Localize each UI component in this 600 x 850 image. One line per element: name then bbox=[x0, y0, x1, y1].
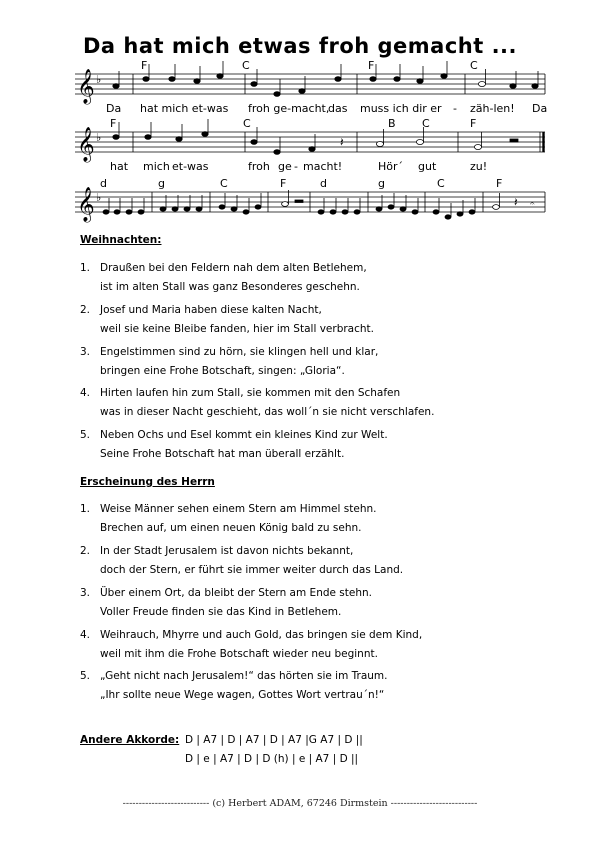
lyric: - bbox=[453, 102, 457, 115]
chord-label: C bbox=[422, 117, 430, 130]
verse-line: „Ihr sollte neue Wege wagen, Gottes Wort vertrau´n!“ bbox=[100, 689, 385, 701]
fermata-icon: 𝄐 bbox=[530, 199, 535, 208]
lyric: gut bbox=[418, 160, 437, 173]
lyric: macht! bbox=[303, 160, 343, 173]
chord-label: F bbox=[470, 117, 477, 130]
lyric: hat bbox=[110, 160, 129, 173]
music-staff-3 bbox=[0, 176, 600, 226]
verse-number: 2. bbox=[80, 545, 91, 557]
chord-label: d bbox=[320, 177, 327, 190]
verse-line: Josef und Maria haben diese kalten Nacht, bbox=[100, 304, 322, 316]
verse-number: 5. bbox=[80, 670, 91, 682]
verse-line: Draußen bei den Feldern nah dem alten Betlehem, bbox=[100, 262, 367, 274]
rest-icon: 𝄽 bbox=[514, 195, 518, 209]
rest-icon: 𝄽 bbox=[340, 135, 344, 149]
treble-clef-icon: 𝄞 bbox=[77, 127, 95, 162]
lyric: froh ge-macht, bbox=[248, 102, 330, 115]
verse-line: bringen eine Frohe Botschaft, singen: „Gloria“. bbox=[100, 365, 345, 377]
treble-clef-icon: 𝄞 bbox=[77, 187, 95, 222]
chord-label: F bbox=[496, 177, 503, 190]
verse-line: In der Stadt Jerusalem ist davon nichts bekannt, bbox=[100, 545, 354, 557]
verse-line: ist im alten Stall was ganz Besonderes geschehn. bbox=[100, 281, 360, 293]
verse-line: weil mit ihm die Frohe Botschaft wieder neu beginnt. bbox=[100, 648, 378, 660]
chord-label: C bbox=[437, 177, 445, 190]
chord-label: g bbox=[378, 177, 385, 190]
verse-line: Über einem Ort, da bleibt der Stern am Ende stehn. bbox=[100, 587, 373, 599]
verse bbox=[80, 259, 560, 297]
verse bbox=[80, 542, 560, 580]
music-staff-1 bbox=[0, 58, 600, 118]
lyric: mich bbox=[143, 160, 170, 173]
lyric: muss ich dir er bbox=[360, 102, 442, 115]
verse-number: 2. bbox=[80, 304, 91, 316]
verse bbox=[80, 584, 560, 622]
verse-line: weil sie keine Bleibe fanden, hier im Stall verbracht. bbox=[100, 323, 374, 335]
verse-number: 4. bbox=[80, 629, 91, 641]
chord-label: F bbox=[141, 59, 148, 72]
lyric: ge bbox=[278, 160, 292, 173]
lyric: hat mich et-was bbox=[140, 102, 229, 115]
verse bbox=[80, 343, 560, 381]
verse-number: 1. bbox=[80, 503, 91, 515]
lyric: Da bbox=[532, 102, 548, 115]
chord-label: B bbox=[388, 117, 396, 130]
notes-3 bbox=[103, 190, 500, 219]
verse-line: Engelstimmen sind zu hörn, sie klingen hell und klar, bbox=[100, 346, 379, 358]
lyric: zäh-len! bbox=[470, 102, 515, 115]
verse-number: 3. bbox=[80, 587, 91, 599]
verse-line: Neben Ochs und Esel kommt ein kleines Kind zur Welt. bbox=[100, 429, 388, 441]
verse-line: Hirten laufen hin zum Stall, sie kommen mit den Schafen bbox=[100, 387, 401, 399]
verse bbox=[80, 301, 560, 339]
verse-number: 3. bbox=[80, 346, 91, 358]
chord-label: C bbox=[220, 177, 228, 190]
verse-number: 1. bbox=[80, 262, 91, 274]
lyric: - bbox=[294, 160, 298, 173]
lyric: Hör´ bbox=[378, 160, 404, 173]
verse-line: „Geht nicht nach Jerusalem!“ das hörten sie im Traum. bbox=[100, 670, 388, 682]
chord-label: C bbox=[242, 59, 250, 72]
lyric: froh bbox=[248, 160, 270, 173]
lyric: das bbox=[328, 102, 348, 115]
verse bbox=[80, 667, 560, 705]
verse-line: Voller Freude finden sie das Kind in Betlehem. bbox=[100, 606, 342, 618]
flat-sign-icon: ♭ bbox=[96, 131, 102, 144]
copyright-footer: --------------------------- (c) Herbert ADAM, 67246 Dirmstein --------------------------- bbox=[122, 798, 478, 809]
lyric: Da bbox=[106, 102, 122, 115]
chord-label: g bbox=[158, 177, 165, 190]
verse bbox=[80, 626, 560, 664]
verse-line: was in dieser Nacht geschieht, das woll´n sie nicht verschlafen. bbox=[100, 406, 435, 418]
verse-line: Brechen auf, um einen neuen König bald zu sehn. bbox=[100, 522, 362, 534]
verse-line: Seine Frohe Botschaft hat man überall erzählt. bbox=[100, 448, 345, 460]
verse-line: Weise Männer sehen einem Stern am Himmel stehn. bbox=[100, 503, 377, 515]
verse-number: 4. bbox=[80, 387, 91, 399]
chord-label: F bbox=[110, 117, 117, 130]
section-heading-christmas: Weihnachten: bbox=[80, 234, 162, 246]
lyric: et-was bbox=[172, 160, 209, 173]
verse bbox=[80, 500, 560, 538]
alternate-chords-row: D | e | A7 | D | D (h) | e | A7 | D || bbox=[185, 753, 359, 765]
song-title: Da hat mich etwas froh gemacht ... bbox=[82, 34, 518, 58]
verse-number: 5. bbox=[80, 429, 91, 441]
lyric: zu! bbox=[470, 160, 488, 173]
chord-label: d bbox=[100, 177, 107, 190]
music-staff-2 bbox=[0, 116, 600, 176]
chord-label: F bbox=[280, 177, 287, 190]
alternate-chords-row: D | A7 | D | A7 | D | A7 |G A7 | D || bbox=[185, 734, 363, 746]
chord-label: C bbox=[470, 59, 478, 72]
treble-clef-icon: 𝄞 bbox=[77, 69, 95, 104]
section-heading-epiphany: Erscheinung des Herrn bbox=[80, 476, 215, 488]
verse bbox=[80, 384, 560, 422]
alternate-chords-label: Andere Akkorde: bbox=[80, 734, 180, 746]
chord-label: C bbox=[243, 117, 251, 130]
verse bbox=[80, 426, 560, 464]
flat-sign-icon: ♭ bbox=[96, 73, 102, 86]
chord-label: F bbox=[368, 59, 375, 72]
verse-line: doch der Stern, er führt sie immer weiter durch das Land. bbox=[100, 564, 404, 576]
flat-sign-icon: ♭ bbox=[96, 191, 102, 204]
verse-line: Weihrauch, Mhyrre und auch Gold, das bringen sie dem Kind, bbox=[100, 629, 423, 641]
